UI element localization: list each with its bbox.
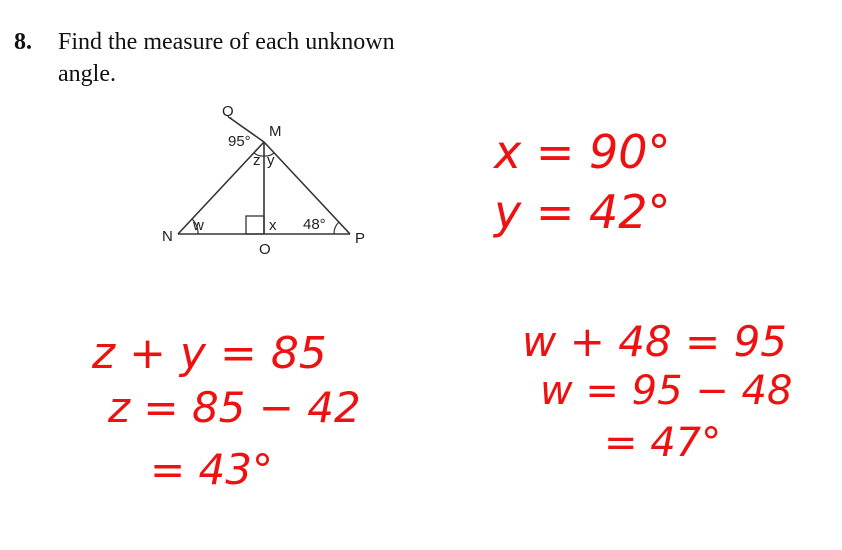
label-M: M	[269, 123, 282, 140]
label-x: x	[269, 217, 277, 234]
label-Q: Q	[222, 103, 234, 120]
w-work-line2: w = 95 − 48	[540, 368, 793, 414]
w-work-line3: = 47°	[604, 420, 722, 466]
label-O: O	[259, 241, 271, 258]
label-w: w	[193, 217, 204, 234]
z-work-line3: = 43°	[150, 445, 273, 494]
question-number: 8.	[14, 29, 32, 55]
label-angle-95: 95°	[228, 133, 251, 150]
z-work-line1: z + y = 85	[92, 328, 327, 379]
question-text: Find the measure of each unknown angle.	[58, 29, 395, 87]
label-y: y	[267, 152, 275, 169]
label-angle-48: 48°	[303, 216, 326, 233]
label-P: P	[355, 230, 366, 247]
w-work-line1: w + 48 = 95	[522, 317, 788, 366]
answer-y: y = 42°	[494, 185, 671, 239]
z-work-line2: z = 85 − 42	[108, 383, 361, 432]
label-z: z	[253, 152, 261, 169]
answer-x: x = 90°	[494, 125, 671, 179]
label-N: N	[162, 228, 173, 245]
